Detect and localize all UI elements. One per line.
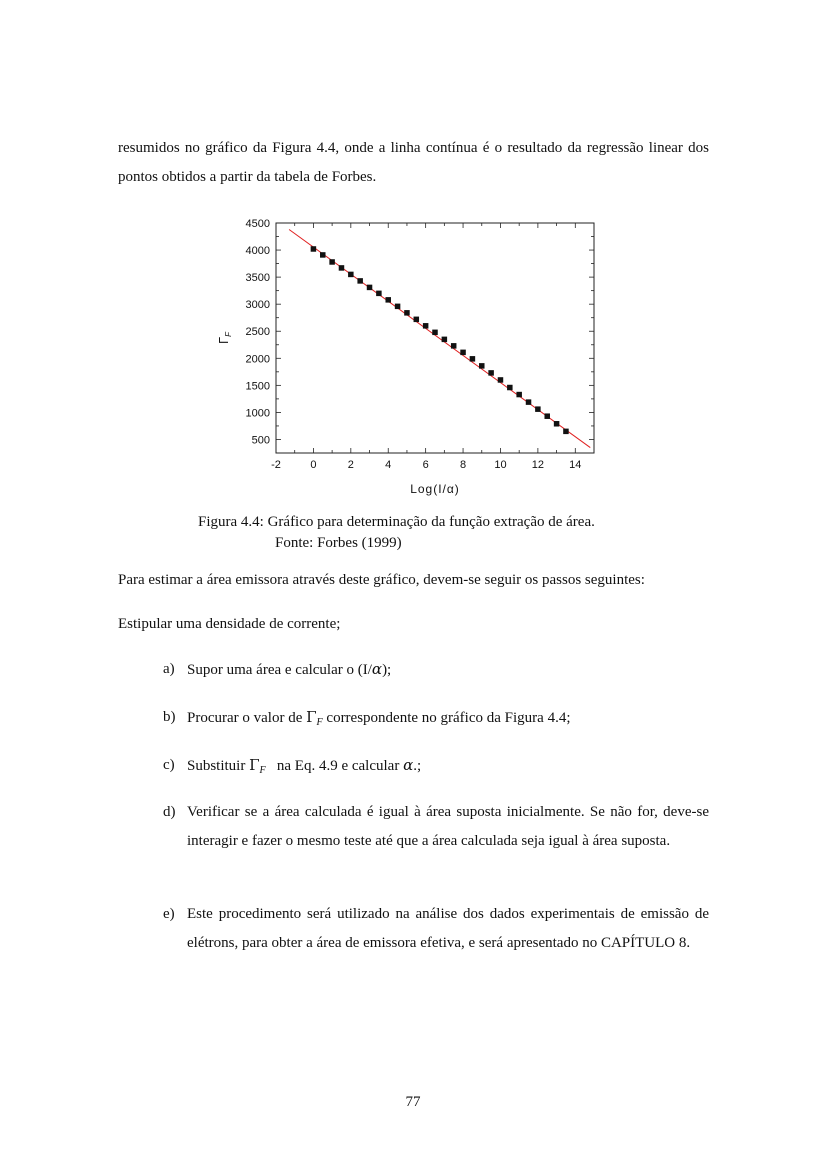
steps-intro-paragraph: Para estimar a área emissora através deste gráfico, devem-se seguir os passos seguintes:	[118, 572, 645, 588]
data-point	[516, 392, 522, 398]
data-point	[451, 343, 457, 349]
gamma-symbol: Γ	[306, 708, 317, 726]
y-tick-label: 1000	[245, 407, 270, 420]
alpha-symbol: α	[403, 756, 414, 774]
gamma-subscript: F	[259, 765, 266, 776]
list-item-d	[163, 798, 709, 856]
gamma-subscript: F	[316, 717, 323, 728]
data-point	[329, 259, 335, 265]
caption-source: Fonte: Forbes (1999)	[275, 535, 402, 551]
x-tick-label: 8	[459, 459, 467, 471]
x-tick-label: 2	[347, 459, 354, 471]
data-point	[554, 421, 560, 427]
data-point	[498, 377, 504, 383]
list-marker: a)	[163, 661, 175, 677]
text-part: .;	[413, 758, 422, 774]
data-point	[442, 337, 448, 343]
data-point	[563, 429, 569, 435]
list-item-text	[187, 655, 709, 685]
data-point	[348, 272, 354, 278]
y-tick-label: 3500	[245, 272, 270, 285]
list-item-text	[187, 751, 709, 785]
y-tick-label: 500	[251, 434, 270, 447]
data-point	[320, 252, 326, 258]
data-point	[507, 385, 512, 391]
list-item-text	[187, 703, 709, 737]
alpha-symbol: α	[371, 660, 383, 678]
list-item-text: Verificar se a área calculada é igual à área suposta inicialmente. Se não for, deve-se interagir e fazer o mesmo teste até que a área calculada seja igual à área suposta.	[187, 804, 709, 849]
x-tick-label: 12	[531, 459, 545, 471]
list-marker: d)	[163, 804, 176, 820]
list-marker: e)	[163, 906, 175, 922]
text-part: );	[382, 662, 392, 678]
data-point	[526, 399, 532, 405]
data-point	[385, 297, 391, 303]
list-item-e	[163, 900, 709, 958]
y-tick-label: 4500	[245, 218, 270, 230]
intro-paragraph: resumidos no gráfico da Figura 4.4, onde a linha contínua é o resultado da regressão linear dos pontos obtidos a partir da tabela de Forbes.	[118, 140, 709, 185]
y-tick-label: 2500	[245, 326, 270, 339]
text-part: Procurar o valor de	[187, 710, 307, 726]
y-tick-label: 4000	[245, 245, 270, 258]
y-axis-label-subscript: F	[224, 331, 233, 337]
y-tick-label: 2000	[245, 353, 270, 366]
y-tick-label: 1500	[245, 380, 270, 393]
list-item-a	[163, 655, 709, 685]
caption-title: Figura 4.4: Gráfico para determinação da função extração de área.	[198, 514, 595, 530]
data-point	[535, 406, 541, 412]
x-tick-label: 6	[422, 459, 429, 471]
data-point	[488, 370, 494, 376]
x-tick-label: 14	[569, 459, 582, 471]
data-point	[414, 317, 420, 323]
text-part: Supor uma área e calcular o (I/	[187, 662, 372, 678]
page-number: 77	[405, 1094, 421, 1110]
data-point	[544, 413, 550, 419]
data-point	[432, 330, 438, 336]
list-marker: b)	[163, 709, 176, 725]
text-part: correspondente no gráfico da Figura 4.4;	[322, 710, 571, 726]
list-item-c	[163, 751, 709, 785]
data-point	[423, 323, 429, 329]
gamma-symbol: Γ	[249, 756, 260, 774]
list-marker: c)	[163, 757, 175, 773]
x-tick-label: 4	[385, 459, 392, 471]
data-point	[339, 265, 345, 271]
text-part: Substituir	[187, 758, 250, 774]
list-item-text: Este procedimento será utilizado na análise dos dados experimentais de emissão de elétrons, para obter a área de emissora efetiva, e será apresentado no CAPÍTULO 8.	[187, 906, 709, 951]
x-axis-label: Log(I/α)	[410, 482, 460, 496]
x-tick-label: 10	[494, 459, 507, 471]
y-tick-label: 3000	[245, 299, 270, 312]
text-part: na Eq. 4.9 e calcular	[265, 758, 404, 774]
y-axis-label	[216, 331, 233, 344]
figure-caption	[198, 512, 595, 554]
current-density-paragraph: Estipular uma densidade de corrente;	[118, 616, 341, 632]
y-axis-label-symbol: Γ	[216, 336, 231, 345]
data-point	[479, 363, 485, 369]
data-point	[404, 310, 410, 316]
data-point	[376, 291, 382, 297]
data-point	[470, 356, 476, 362]
figure-4-4-chart	[210, 208, 630, 508]
data-point	[357, 278, 363, 284]
data-point	[311, 246, 317, 252]
data-point	[395, 304, 401, 310]
list-item-b	[163, 703, 709, 737]
x-tick-label: 0	[310, 459, 317, 471]
data-point	[367, 285, 373, 291]
data-point	[460, 350, 466, 356]
x-tick-label: -2	[271, 459, 281, 471]
